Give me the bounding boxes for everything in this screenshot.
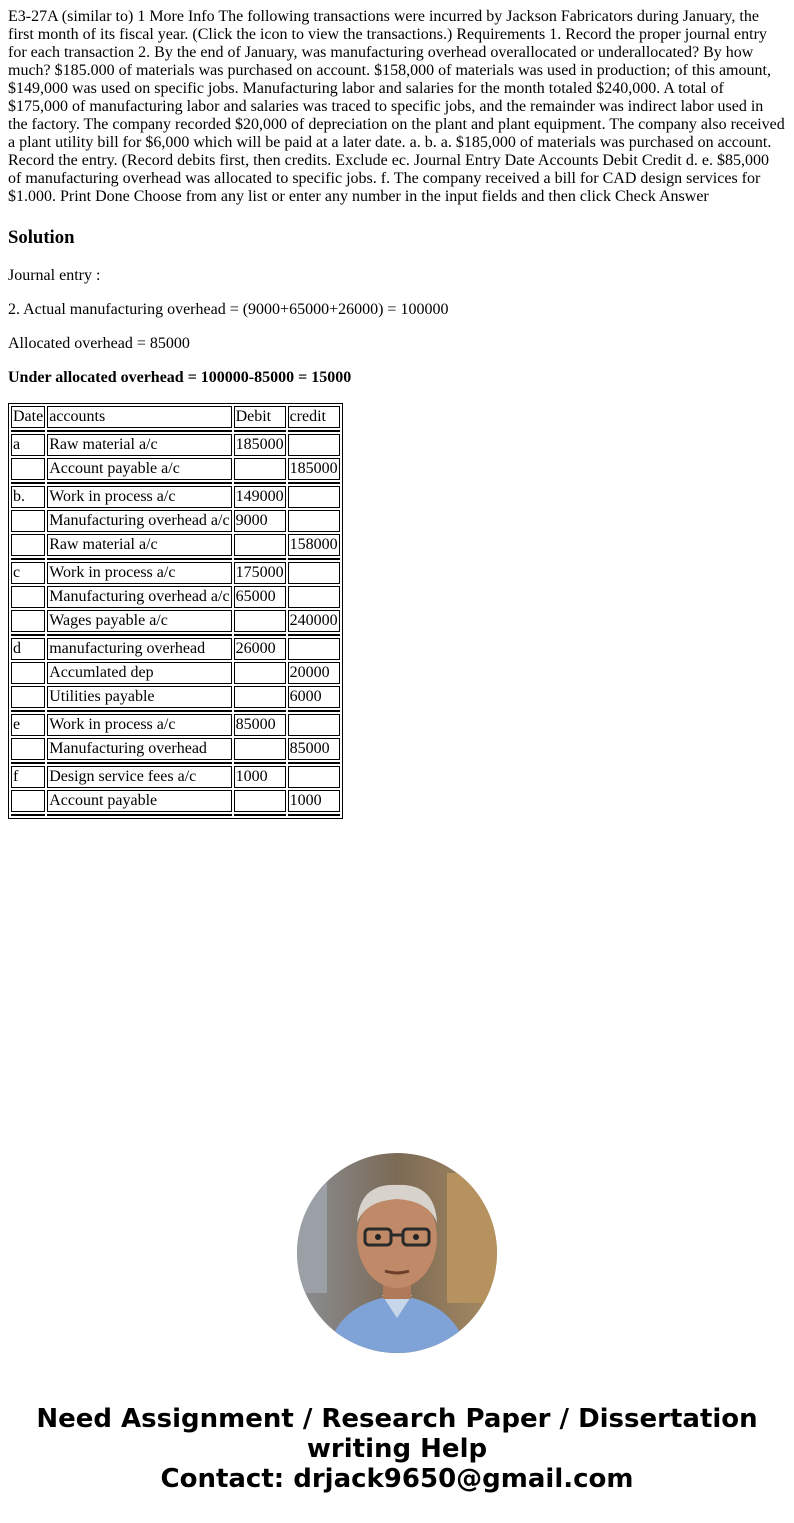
date-cell — [11, 686, 45, 708]
table-row — [11, 738, 340, 760]
debit-cell — [234, 534, 286, 556]
separator-cell — [288, 762, 340, 764]
table-row — [11, 686, 340, 708]
separator-cell — [288, 430, 340, 432]
table-row — [11, 458, 340, 480]
credit-cell — [288, 486, 340, 508]
account-cell: Utilities payable — [47, 686, 231, 708]
table-header-row — [11, 406, 340, 428]
separator-cell — [11, 710, 45, 712]
date-cell — [11, 458, 45, 480]
debit-cell: 175000 — [234, 562, 286, 584]
debit-cell: 185000 — [234, 434, 286, 456]
date-cell: f — [11, 766, 45, 788]
debit-cell — [234, 458, 286, 480]
separator-cell — [47, 430, 231, 432]
credit-cell: 158000 — [288, 534, 340, 556]
table-separator-row — [11, 482, 340, 484]
credit-cell: 1000 — [288, 790, 340, 812]
credit-cell — [288, 766, 340, 788]
account-cell: Manufacturing overhead a/c — [47, 510, 231, 532]
table-separator-row — [11, 710, 340, 712]
date-cell — [11, 738, 45, 760]
date-cell — [11, 790, 45, 812]
debit-cell — [234, 610, 286, 632]
date-cell: b. — [11, 486, 45, 508]
table-row — [11, 510, 340, 532]
debit-cell: 26000 — [234, 638, 286, 660]
header-date: Date — [11, 406, 45, 428]
debit-cell: 85000 — [234, 714, 286, 736]
separator-cell — [11, 482, 45, 484]
separator-cell — [234, 710, 286, 712]
table-row — [11, 790, 340, 812]
credit-cell: 240000 — [288, 610, 340, 632]
separator-cell — [288, 710, 340, 712]
credit-cell — [288, 562, 340, 584]
date-cell: d — [11, 638, 45, 660]
separator-cell — [47, 482, 231, 484]
solution-heading: Solution — [8, 227, 75, 248]
table-separator-row — [11, 634, 340, 636]
separator-cell — [288, 634, 340, 636]
account-cell: manufacturing overhead — [47, 638, 231, 660]
debit-cell — [234, 738, 286, 760]
separator-cell — [47, 762, 231, 764]
separator-cell — [234, 482, 286, 484]
header-accounts: accounts — [47, 406, 231, 428]
separator-cell — [234, 430, 286, 432]
account-cell: Manufacturing overhead — [47, 738, 231, 760]
account-cell: Manufacturing overhead a/c — [47, 586, 231, 608]
account-cell: Design service fees a/c — [47, 766, 231, 788]
account-cell: Wages payable a/c — [47, 610, 231, 632]
credit-cell: 20000 — [288, 662, 340, 684]
separator-cell — [234, 634, 286, 636]
date-cell: c — [11, 562, 45, 584]
date-cell: e — [11, 714, 45, 736]
under-allocated-line: Under allocated overhead = 100000-85000 = 15000 — [8, 369, 352, 386]
credit-cell — [288, 714, 340, 736]
date-cell — [11, 510, 45, 532]
separator-cell — [11, 762, 45, 764]
credit-cell — [288, 510, 340, 532]
promo-contact: Contact: drjack9650@gmail.com — [160, 1464, 634, 1494]
credit-cell: 85000 — [288, 738, 340, 760]
table-row — [11, 434, 340, 456]
separator-cell — [288, 558, 340, 560]
allocated-overhead-line: Allocated overhead = 85000 — [8, 335, 190, 352]
credit-cell: 185000 — [288, 458, 340, 480]
separator-cell — [47, 558, 231, 560]
date-cell — [11, 610, 45, 632]
separator-cell — [47, 634, 231, 636]
table-row — [11, 486, 340, 508]
account-cell: Work in process a/c — [47, 562, 231, 584]
credit-cell: 6000 — [288, 686, 340, 708]
table-row — [11, 562, 340, 584]
debit-cell: 1000 — [234, 766, 286, 788]
date-cell: a — [11, 434, 45, 456]
separator-cell — [47, 710, 231, 712]
actual-overhead-line: 2. Actual manufacturing overhead = (9000+65000+26000) = 100000 — [8, 301, 449, 318]
debit-cell — [234, 662, 286, 684]
debit-cell — [234, 686, 286, 708]
date-cell — [11, 662, 45, 684]
separator-cell — [288, 482, 340, 484]
account-cell: Account payable a/c — [47, 458, 231, 480]
separator-cell — [234, 558, 286, 560]
date-cell — [11, 586, 45, 608]
separator-cell — [11, 430, 45, 432]
debit-cell: 9000 — [234, 510, 286, 532]
table-row — [11, 766, 340, 788]
separator-cell — [47, 814, 231, 816]
account-cell: Raw material a/c — [47, 534, 231, 556]
journal-entry-table — [8, 403, 343, 819]
account-cell: Raw material a/c — [47, 434, 231, 456]
separator-cell — [234, 762, 286, 764]
promo-banner — [0, 1404, 794, 1494]
header-credit: credit — [288, 406, 340, 428]
account-cell: Account payable — [47, 790, 231, 812]
question-text: E3-27A (similar to) 1 More Info The following transactions were incurred by Jackson Fabricators during January, the first month of its fiscal year. (Click the icon to view the transactions.) Requirements 1. Record the proper journal entry for each transaction 2. By the end of January, was manufacturing overhead overallocated or underallocated? By how much? $185.000 of materials was purchased on account. $158,000 of materials was used in production; of this amount, $149,000 was used on specific jobs. Manufacturing labor and salaries for the month totaled $240,000. A total of $175,000 of manufacturing labor and salaries was traced to specific jobs, and the remainder was indirect labor used in the factory. The company recorded $20,000 of depreciation on the plant and plant equipment. The company also received a plant utility bill for $6,000 which will be paid at a later date. a. b. a. $185,000 of materials was purchased on account. Record the entry. (Record debits first, then credits. Exclude ec. Journal Entry Date Accounts Debit Credit d. e. $85,000 of manufacturing overhead was allocated to specific jobs. f. The company received a bill for CAD design services for $1.000. Print Done Choose from any list or enter any number in the input fields and then click Check Answer — [8, 8, 785, 205]
journal-entry-label: Journal entry : — [8, 267, 101, 284]
table-row — [11, 638, 340, 660]
table-separator-row — [11, 558, 340, 560]
separator-cell — [234, 814, 286, 816]
table-row — [11, 586, 340, 608]
account-cell: Work in process a/c — [47, 714, 231, 736]
table-separator-row — [11, 762, 340, 764]
table-row — [11, 610, 340, 632]
debit-cell — [234, 790, 286, 812]
debit-cell: 149000 — [234, 486, 286, 508]
debit-cell: 65000 — [234, 586, 286, 608]
promo-line-2: writing Help — [306, 1434, 488, 1464]
credit-cell — [288, 638, 340, 660]
author-avatar — [297, 1153, 497, 1353]
separator-cell — [11, 634, 45, 636]
table-separator-row — [11, 430, 340, 432]
credit-cell — [288, 434, 340, 456]
separator-cell — [11, 558, 45, 560]
date-cell — [11, 534, 45, 556]
credit-cell — [288, 586, 340, 608]
separator-cell — [288, 814, 340, 816]
table-row — [11, 534, 340, 556]
author-portrait-image — [297, 1153, 497, 1353]
header-debit: Debit — [234, 406, 286, 428]
separator-cell — [11, 814, 45, 816]
account-cell: Work in process a/c — [47, 486, 231, 508]
promo-line-1: Need Assignment / Research Paper / Dissertation — [36, 1404, 758, 1434]
account-cell: Accumlated dep — [47, 662, 231, 684]
table-row — [11, 662, 340, 684]
table-row — [11, 714, 340, 736]
table-separator-row — [11, 814, 340, 816]
